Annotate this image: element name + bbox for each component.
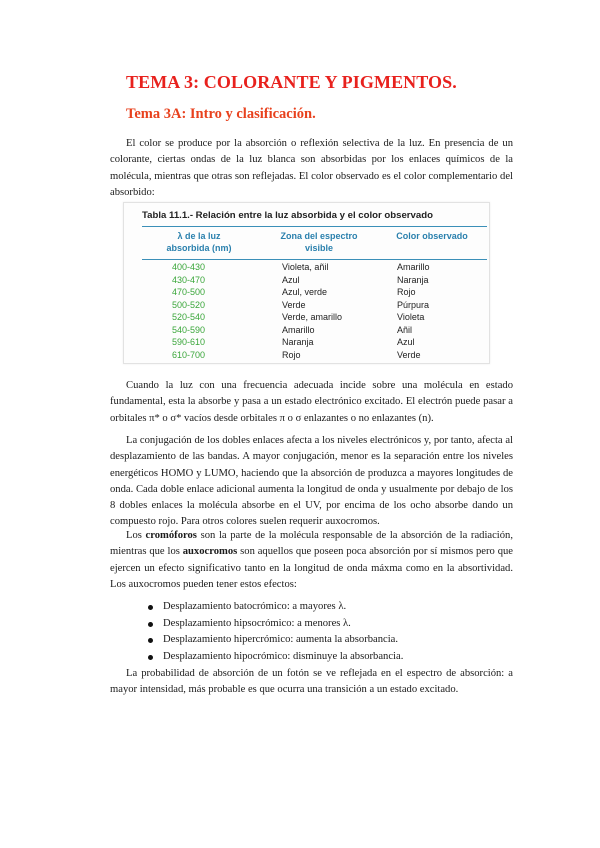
auxochrome-effects-list bbox=[148, 599, 403, 665]
bullet-icon bbox=[148, 622, 153, 627]
cell-observed-color: Violeta bbox=[397, 312, 425, 322]
list-item-text: Desplazamiento hipercrómico: aumenta la absorbancia. bbox=[163, 634, 399, 645]
table-header-wavelength bbox=[154, 230, 244, 254]
cell-spectrum-zone: Rojo bbox=[282, 349, 301, 360]
header-zone-line1: Zona del espectro bbox=[280, 231, 358, 241]
list-item bbox=[148, 632, 403, 649]
header-wavelength-line1: λ de la luz bbox=[177, 231, 221, 241]
cell-wavelength: 520-540 bbox=[172, 312, 206, 322]
page-title: TEMA 3: COLORANTE Y PIGMENTOS. bbox=[126, 72, 457, 92]
bullet-icon bbox=[148, 605, 153, 610]
list-item-text: Desplazamiento batocrómico: a mayores λ. bbox=[163, 601, 347, 612]
list-item-text: Desplazamiento hipsocrómico: a menores λ. bbox=[163, 617, 351, 629]
cell-spectrum-zone: Violeta, añil bbox=[282, 262, 329, 272]
table-header-rule bbox=[142, 259, 487, 260]
list-item bbox=[148, 616, 403, 633]
auxochrome-term: auxocromos bbox=[182, 546, 238, 558]
table-row bbox=[124, 324, 489, 337]
cell-spectrum-zone: Azul bbox=[282, 274, 300, 285]
list-item bbox=[148, 649, 403, 666]
chromophore-text-1: Los bbox=[126, 530, 146, 541]
cell-wavelength: 400-430 bbox=[172, 262, 206, 272]
table-row bbox=[124, 299, 489, 312]
header-observed-line1: Color observado bbox=[396, 231, 468, 241]
chromophore-text-3: son aquellos que poseen poca absorción por sí mismos pero que ejercen un efecto significativo tanto en la longitud de onda máxma como en la absortividad. Los auxocromos pueden tener estos efectos: bbox=[110, 546, 513, 590]
header-zone-line2: visible bbox=[304, 243, 333, 253]
cell-wavelength: 590-610 bbox=[172, 337, 206, 347]
cell-wavelength: 540-590 bbox=[172, 324, 206, 335]
bullet-icon bbox=[148, 655, 153, 660]
cell-spectrum-zone: Verde, amarillo bbox=[282, 312, 343, 322]
intro-paragraph: El color se produce por la absorción o reflexión selectiva de la luz. En presencia de un colorante, ciertas ondas de la luz blanca son absorbidas por los enlaces químicos de la molécula, mientras que otras son reflejadas. El color observado es el color complementario del absorbido: bbox=[110, 138, 513, 198]
cell-spectrum-zone: Verde bbox=[282, 299, 306, 310]
list-item-text: Desplazamiento hipocrómico: disminuye la absorbancia. bbox=[163, 650, 404, 662]
cell-observed-color: Púrpura bbox=[397, 299, 430, 310]
cell-spectrum-zone: Azul, verde bbox=[282, 287, 328, 297]
cell-observed-color: Rojo bbox=[397, 287, 416, 297]
table-body bbox=[124, 261, 489, 361]
cell-wavelength: 610-700 bbox=[172, 349, 206, 360]
cell-spectrum-zone: Amarillo bbox=[282, 324, 315, 335]
header-wavelength-line2: absorbida (nm) bbox=[166, 243, 232, 253]
cell-observed-color: Verde bbox=[397, 349, 421, 360]
table-row bbox=[124, 349, 489, 362]
chromophore-text-2: son la parte de la molécula responsable de la absorción de la radiación, mientras que los bbox=[110, 530, 513, 558]
cell-observed-color: Amarillo bbox=[397, 262, 430, 272]
table-row bbox=[124, 311, 489, 324]
table-row bbox=[124, 286, 489, 299]
cell-observed-color: Añil bbox=[397, 324, 413, 335]
table-row bbox=[124, 261, 489, 274]
cell-observed-color: Azul bbox=[397, 337, 415, 347]
cell-wavelength: 500-520 bbox=[172, 299, 206, 310]
list-item bbox=[148, 599, 403, 616]
section-subtitle: Tema 3A: Intro y clasificación. bbox=[126, 106, 316, 122]
table-row bbox=[124, 274, 489, 287]
probability-paragraph: La probabilidad de absorción de un fotón se ve reflejada en el espectro de absorción: a mayor intensidad, más probable es que ocurra una transición a un estado excitado. bbox=[110, 668, 513, 696]
excitation-paragraph: Cuando la luz con una frecuencia adecuada incide sobre una molécula en estado fundamental, esta la absorbe y pasa a un estado electrónico excitado. El electrón puede pasar a orbitales π* o σ* vacíos desde orbitales π o σ enlazantes o no enlazantes (n). bbox=[110, 380, 513, 424]
chromophore-term: cromóforos bbox=[145, 530, 197, 541]
bullet-icon bbox=[148, 638, 153, 643]
cell-spectrum-zone: Naranja bbox=[282, 337, 314, 347]
chromophore-paragraph bbox=[110, 528, 513, 593]
table-top-rule bbox=[142, 226, 487, 227]
cell-observed-color: Naranja bbox=[397, 274, 429, 285]
table-title: Tabla 11.1.- Relación entre la luz absorbida y el color observado bbox=[142, 210, 433, 221]
table-row bbox=[124, 336, 489, 349]
absorption-color-table bbox=[123, 202, 490, 364]
cell-wavelength: 470-500 bbox=[172, 287, 206, 297]
table-header-observed-color bbox=[382, 230, 482, 242]
conjugation-paragraph: La conjugación de los dobles enlaces afecta a los niveles electrónicos y, por tanto, afecta al desplazamiento de las bandas. A mayor conjugación, menor es la separación entre los niveles energéticos HOMO y LUMO, haciendo que la absorción de produzca a mayores longitudes de onda. Cada doble enlace adicional aumenta la longitud de onda y usualmente por debajo de los 8 dobles enlaces la molécula absorbe en el UV, por encima de los ocho absorbe dando un compuesto rojo. Para otros colores suelen requerir auxocromos. bbox=[110, 435, 513, 528]
table-header-spectrum-zone bbox=[264, 230, 374, 254]
cell-wavelength: 430-470 bbox=[172, 274, 206, 285]
